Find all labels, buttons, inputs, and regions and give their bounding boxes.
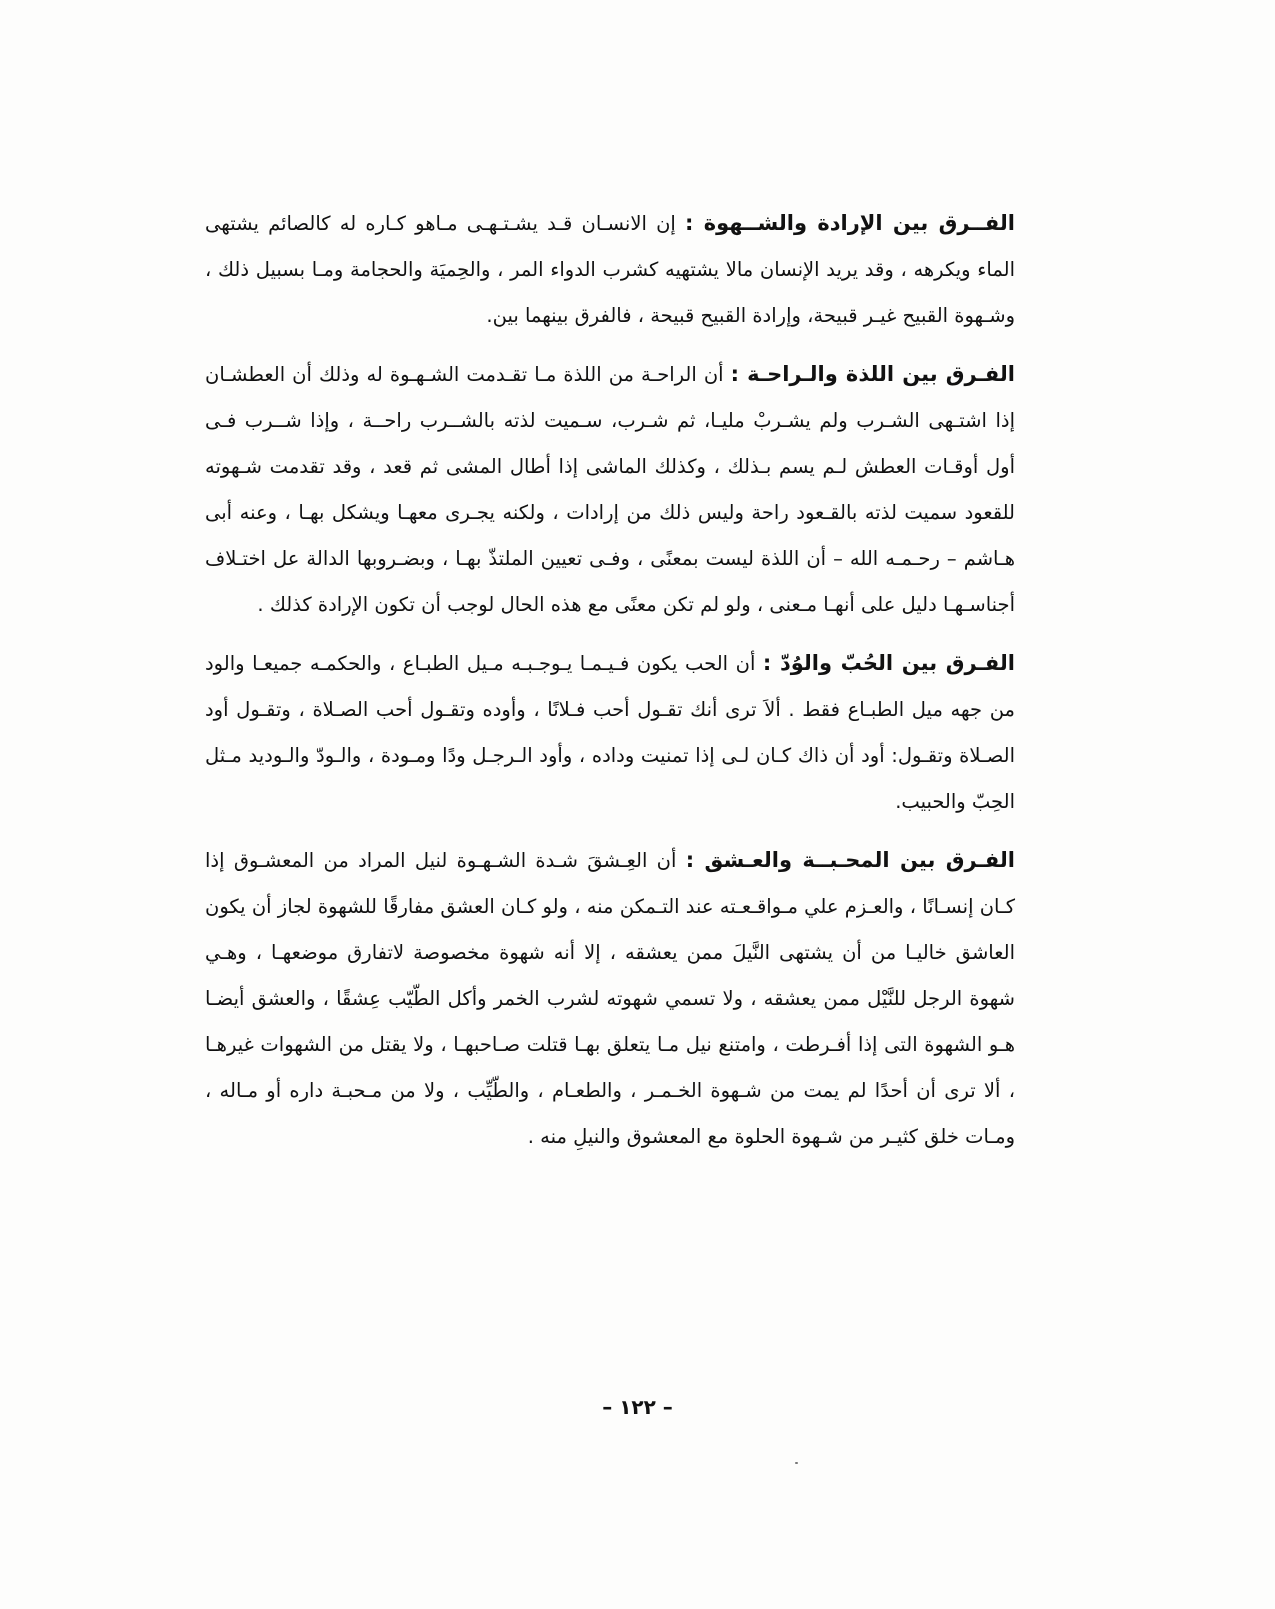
paragraph-text: أن الحب يكون فـيـمـا يـوجـبـه مـيل الطبـاع ، والحكمـه جميعـا والود من جهه ميل الطبـاع فقط . ألاَ ترى أنك تقـول أحب فـلانًا ، وأوده وتقـول أحب الصـلاة ، وتقـول أود الصـلاة وتقـول: أود أن ذاك كـان لـى إذا تمنيت وداده ، وأود الـرجـل ودًا ومـودة ، والـودّ والـوديد مـثل الحِبّ والحبيب. [205,652,1015,813]
paragraph-text: أن الراحـة من اللذة مـا تقـدمت الشـهـوة له وذلك أن العطشـان إذا اشتـهى الشـرب ولم يشـربْ مليـا، ثم شـرب، سـميت لذته بالشــرب راحــة ، وإذا شــرب فـى أول أوقـات العطش لـم يسم بـذلك ، وكذلك الماشى إذا أطال المشى ثم قعد ، وقد تقدمت شـهوته للقعود سميت لذته بالقـعود راحة وليس ذلك من إرادات ، ولكنه يجـرى معهـا ويشكل بهـا ، وعنه أبى هـاشم – رحـمـه الله – أن اللذة ليست بمعنًى ، وفـى تعيين الملتذّ بهـا ، وبضـروبها الدالة عل اختـلاف أجناسـهـا دليل على أنهـا مـعنى ، ولو لم تكن معنًى مع هذه الحال لوجب أن تكون الإرادة كذلك . [205,363,1015,616]
paragraph-love-vs-passion [205,837,1015,1160]
page-number: – ١٢٢ – [602,1395,673,1419]
paragraph-text: أن العِـشقَ شـدة الشـهـوة لنيل المراد من المعشـوق إذا كـان إنسـانًا ، والعـزم علي مـواقـعـته عند التـمكن منه ، ولو كـان العشق مفارقًا للشهوة لجاز أن يكون العاشق خاليـا من أن يشتهى النَّيلَ ممن يعشقه ، إلا أنه شهوة مخصوصة لاتفارق موضعهـا ، وهـي شهوة الرجل للنَّيْل ممن يعشقه ، ولا تسمي شهوته لشرب الخمر وأكل الطّيّب عِشقًا ، والعشق أيضـا هـو الشهوة التى إذا أفـرطت ، وامتنع نيل مـا يتعلق بهـا قتلت صـاحبهـا ، ولا يقتل من الشهوات غيرهـا ، ألا ترى أن أحدًا لم يمت من شـهوة الخـمـر ، والطعـام ، والطّيِّب ، ولا من مـحبـة داره أو مـاله ، ومـات خلق كثيـر من شـهوة الحلوة مع المعشوق والنيلِ منه . [205,849,1015,1148]
paragraph-text: إن الانسـان قـد يشـتـهـى مـاهو كـاره له كالصائم يشتهى الماء ويكرهه ، وقد يريد الإنسان مالا يشتهيه كشرب الدواء المر ، والحِميَة والحجامة ومـا بسبيل ذلك ، وشـهوة القبيح غيـر قبيحة، وإرادة القبيح قبيحة ، فالفرق بينهما بين. [205,212,1015,327]
paragraph-title: الفـرق بين المحـبــة والعـشق : [685,848,1015,872]
scan-speck [795,1462,798,1464]
paragraph-title: الفــرق بين الإرادة والشــهوة : [685,211,1015,235]
paragraph-love-vs-affection [205,640,1015,825]
paragraph-title: الفـرق بين اللذة والـراحـة : [730,362,1015,386]
paragraph-will-vs-desire [205,200,1015,339]
paragraph-title: الفـرق بين الحُبّ والوُدّ : [762,651,1015,675]
paragraph-pleasure-vs-rest [205,351,1015,628]
text-body [205,200,1015,1160]
